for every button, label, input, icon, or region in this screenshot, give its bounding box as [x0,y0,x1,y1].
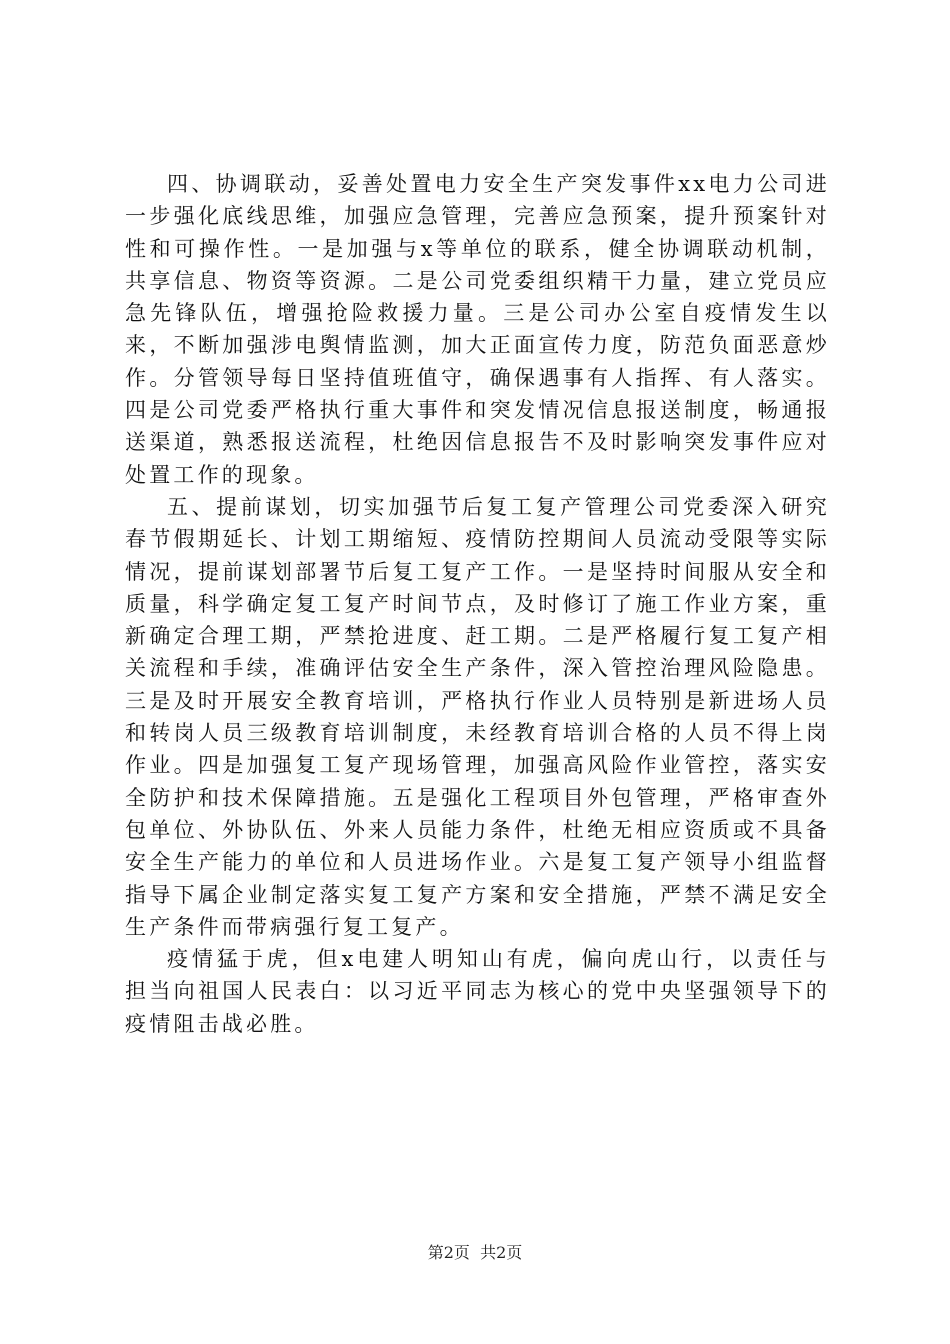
paragraph-coordination: 四、协调联动，妥善处置电力安全生产突发事件xx电力公司进一步强化底线思维，加强应急管理，完善应急预案，提升预案针对性和可操作性。一是加强与x等单位的联系，健全协调联动机制，共享信息、物资等资源。二是公司党委组织精干力量，建立党员应急先锋队伍，增强抢险救援力量。三是公司办公室自疫情发生以来，不断加强涉电舆情监测，加大正面宣传力度，防范负面恶意炒作。分管领导每日坚持值班值守，确保遇事有人指挥、有人落实。四是公司党委严格执行重大事件和突发情况信息报送制度，畅通报送渠道，熟悉报送流程，杜绝因信息报告不及时影响突发事件应对处置工作的现象。 [125,172,830,487]
paragraph-conclusion: 疫情猛于虎，但x电建人明知山有虎，偏向虎山行，以责任与担当向祖国人民表白：以习近平同志为核心的党中央坚强领导下的疫情阻击战必胜。 [125,947,830,1036]
footer-separator [470,1243,480,1262]
paragraph-resumption: 五、提前谋划，切实加强节后复工复产管理公司党委深入研究春节假期延长、计划工期缩短、疫情防控期间人员流动受限等实际情况，提前谋划部署节后复工复产工作。一是坚持时间服从安全和质量，科学确定复工复产时间节点，及时修订了施工作业方案，重新确定合理工期，严禁抢进度、赶工期。二是严格履行复工复产相关流程和手续，准确评估安全生产条件，深入管控治理风险隐患。三是及时开展安全教育培训，严格执行作业人员特别是新进场人员和转岗人员三级教育培训制度，未经教育培训合格的人员不得上岗作业。四是加强复工复产现场管理，加强高风险作业管控，落实安全防护和技术保障措施。五是强化工程项目外包管理，严格审查外包单位、外协队伍、外来人员能力条件，杜绝无相应资质或不具备安全生产能力的单位和人员进场作业。六是复工复产领导小组监督指导下属企业制定落实复工复产方案和安全措施，严禁不满足安全生产条件而带病强行复工复产。 [125,494,830,939]
page-footer [0,1242,950,1264]
page-number: 第2页 [427,1243,470,1262]
document-body [125,168,830,1040]
page-total: 共2页 [480,1243,523,1262]
